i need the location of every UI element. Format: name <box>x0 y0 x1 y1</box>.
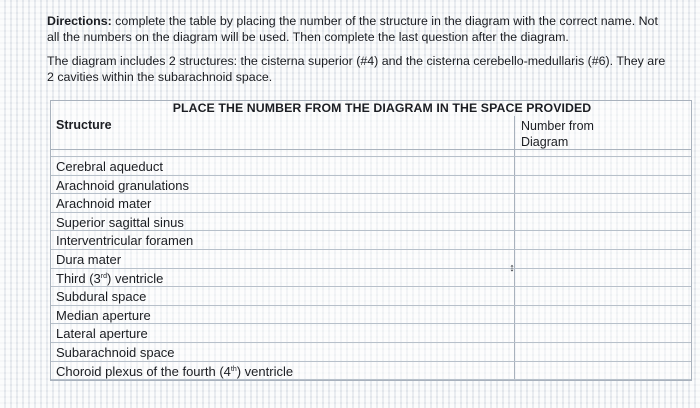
answer-cell[interactable] <box>515 362 690 379</box>
answer-cell[interactable] <box>515 176 690 193</box>
answer-cell[interactable] <box>515 306 690 323</box>
directions-lead: Directions: <box>47 14 112 28</box>
structure-name: Lateral aperture <box>56 326 148 342</box>
blank-row <box>51 150 691 157</box>
table-row <box>51 306 691 325</box>
table-row <box>51 287 691 306</box>
answer-cell[interactable] <box>515 343 690 360</box>
table-row <box>51 194 691 213</box>
structure-name <box>56 271 163 286</box>
structure-name <box>56 364 293 379</box>
column-header-structure: Structure <box>56 118 112 132</box>
ordinal-suffix: rd <box>100 272 108 280</box>
answer-cell[interactable] <box>515 250 690 267</box>
answer-table <box>50 100 692 381</box>
diagram-note: The diagram includes 2 structures: the cisterna superior (#4) and the cisterna cerebello-medullaris (#6). They are 2 cavities within the subarachnoid space. <box>47 54 666 84</box>
answer-cell[interactable] <box>515 157 690 174</box>
structure-name: Superior sagittal sinus <box>56 214 184 230</box>
table-row <box>51 250 691 269</box>
answer-cell[interactable] <box>515 231 690 248</box>
ordinal-suffix: th <box>230 365 237 373</box>
answer-cell[interactable] <box>515 194 690 211</box>
answer-cell[interactable] <box>515 269 690 286</box>
structure-name: Subdural space <box>56 289 147 305</box>
structure-name-text: ) ventricle <box>236 363 294 379</box>
table-row <box>51 362 691 381</box>
structure-name: Interventricular foramen <box>56 233 194 249</box>
resize-vertical-icon[interactable]: ↕ <box>509 262 515 274</box>
answer-cell[interactable] <box>515 213 690 230</box>
structure-name: Dura mater <box>56 251 122 267</box>
table-row <box>51 231 691 250</box>
table-row <box>51 269 691 288</box>
column-header-number: Number from Diagram <box>521 119 594 149</box>
table-header-row <box>51 116 691 149</box>
table-row <box>51 157 691 176</box>
table-row <box>51 343 691 362</box>
structure-name-text: Choroid plexus of the fourth (4 <box>56 363 231 379</box>
directions-text <box>47 13 667 45</box>
structure-name: Arachnoid granulations <box>56 177 189 193</box>
table-row <box>51 176 691 195</box>
answer-cell[interactable] <box>515 324 690 341</box>
answer-cell[interactable] <box>515 287 690 304</box>
structure-name: Cerebral aqueduct <box>56 159 163 174</box>
structure-name: Median aperture <box>56 307 151 323</box>
table-body <box>51 150 691 380</box>
table-title: PLACE THE NUMBER FROM THE DIAGRAM IN THE SPACE PROVIDED <box>172 101 592 115</box>
structure-name-text: ) ventricle <box>107 270 164 286</box>
structure-name-text: Third (3 <box>56 270 101 286</box>
structure-name: Arachnoid mater <box>56 196 152 212</box>
directions-body: complete the table by placing the number of the structure in the diagram with the correct name. Not all the numbers on the diagram will be used. Then complete the last question after the diagram. <box>47 14 658 44</box>
table-row <box>51 213 691 232</box>
table-row <box>51 324 691 343</box>
structure-name: Subarachnoid space <box>56 344 175 360</box>
